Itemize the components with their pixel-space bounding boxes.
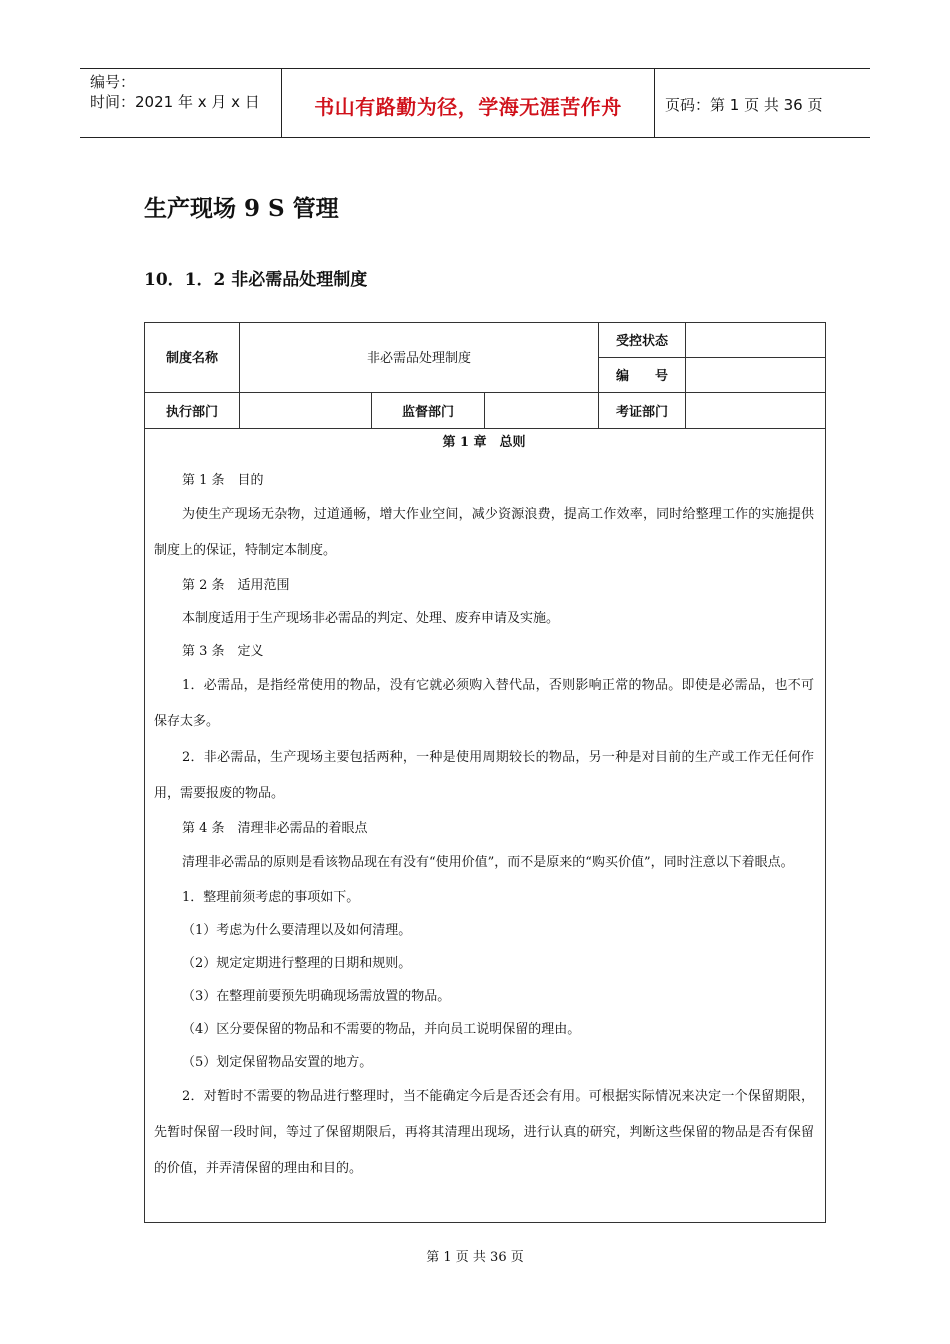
paragraph: [154, 1079, 814, 1187]
document-title: 生产现场 9 S 管理: [144, 195, 339, 222]
header-page-cell: [655, 69, 870, 137]
paragraph: [154, 914, 814, 947]
paragraph: [154, 1046, 814, 1079]
table-rule: [145, 428, 825, 429]
paragraph: [154, 812, 814, 845]
paragraph: [154, 635, 814, 668]
article-heading: 第 2 条 适用范围: [182, 578, 290, 593]
header-motto-cell: [282, 69, 655, 137]
list-item: （3）在整理前要预先明确现场需放置的物品。: [182, 989, 451, 1004]
list-item: （4）区分要保留的物品和不需要的物品，并向员工说明保留的理由。: [182, 1022, 581, 1037]
paragraph: [154, 464, 814, 497]
header-page-number: 页码：第 1 页 共 36 页: [665, 96, 823, 114]
regulation-table: [144, 322, 826, 1223]
paragraph-text: 1．必需品，是指经常使用的物品，没有它就必须购入替代品，否则影响正常的物品。即使是必需品，也不可保存太多。: [154, 678, 814, 729]
name-value: 非必需品处理制度: [366, 351, 471, 366]
paragraph: [154, 740, 814, 812]
article-heading: 第 4 条 清理非必需品的着眼点: [182, 821, 368, 836]
paragraph: [154, 947, 814, 980]
chapter-heading: 第 1 章 总则: [442, 435, 526, 450]
supervise-dept-label: 监督部门: [401, 405, 454, 420]
page-footer: 第 1 页 共 36 页: [426, 1250, 524, 1265]
exec-dept-label: 执行部门: [165, 405, 218, 420]
paragraph: [154, 1013, 814, 1046]
paragraph-text: 清理非必需品的原则是看该物品现在有没有“使用价值”，而不是原来的“购买价值”，同时注意以下着眼点。: [182, 855, 794, 870]
paragraph: [154, 980, 814, 1013]
paragraph: [154, 497, 814, 569]
control-status-label: 受控状态: [615, 334, 668, 349]
section-title: 10．1．2 非必需品处理制度: [144, 270, 368, 290]
list-item: （1）考虑为什么要清理以及如何清理。: [182, 923, 412, 938]
article-heading: 第 1 条 目的: [182, 473, 264, 488]
paragraph-text: 2．非必需品，生产现场主要包括两种，一种是使用周期较长的物品，另一种是对目前的生产或工作无任何作用，需要报废的物品。: [154, 750, 814, 801]
list-item: 1．整理前须考虑的事项如下。: [182, 890, 360, 905]
table-rule: [599, 357, 825, 358]
paragraph-text: 本制度适用于生产现场非必需品的判定、处理、废弃申请及实施。: [182, 611, 560, 626]
article-heading: 第 3 条 定义: [182, 644, 264, 659]
header-time: 时间：2021 年 x 月 x 日: [90, 93, 260, 111]
list-item: （5）划定保留物品安置的地方。: [182, 1055, 373, 1070]
table-rule: [685, 323, 686, 428]
regulation-body: [154, 434, 814, 1187]
header-info-cell: [80, 69, 282, 137]
paragraph: [154, 668, 814, 740]
list-item: （2）规定定期进行整理的日期和规则。: [182, 956, 412, 971]
paragraph: [154, 602, 814, 635]
paragraph-text: 为使生产现场无杂物，过道通畅，增大作业空间，减少资源浪费，提高工作效率，同时给整理工作的实施提供制度上的保证，特制定本制度。: [154, 507, 814, 558]
number-label: 编 号: [615, 369, 668, 384]
verify-dept-label: 考证部门: [615, 405, 668, 420]
page-header: [80, 68, 870, 138]
paragraph: [154, 845, 814, 881]
paragraph-text: 2．对暂时不需要的物品进行整理时，当不能确定今后是否还会有用。可根据实际情况来决定一个保留期限，先暂时保留一段时间，等过了保留期限后，再将其清理出现场，进行认真的研究，判断这些保留的物品是否有保留的价值，并弄清保留的理由和目的。: [154, 1089, 814, 1176]
table-rule: [484, 392, 485, 428]
table-rule: [145, 392, 825, 393]
paragraph: [154, 569, 814, 602]
paragraph: [154, 881, 814, 914]
header-motto: 书山有路勤为径，学海无涯苦作舟: [314, 95, 622, 119]
table-rule: [239, 323, 240, 428]
name-label: 制度名称: [165, 351, 218, 366]
header-number: 编号：: [90, 73, 136, 91]
